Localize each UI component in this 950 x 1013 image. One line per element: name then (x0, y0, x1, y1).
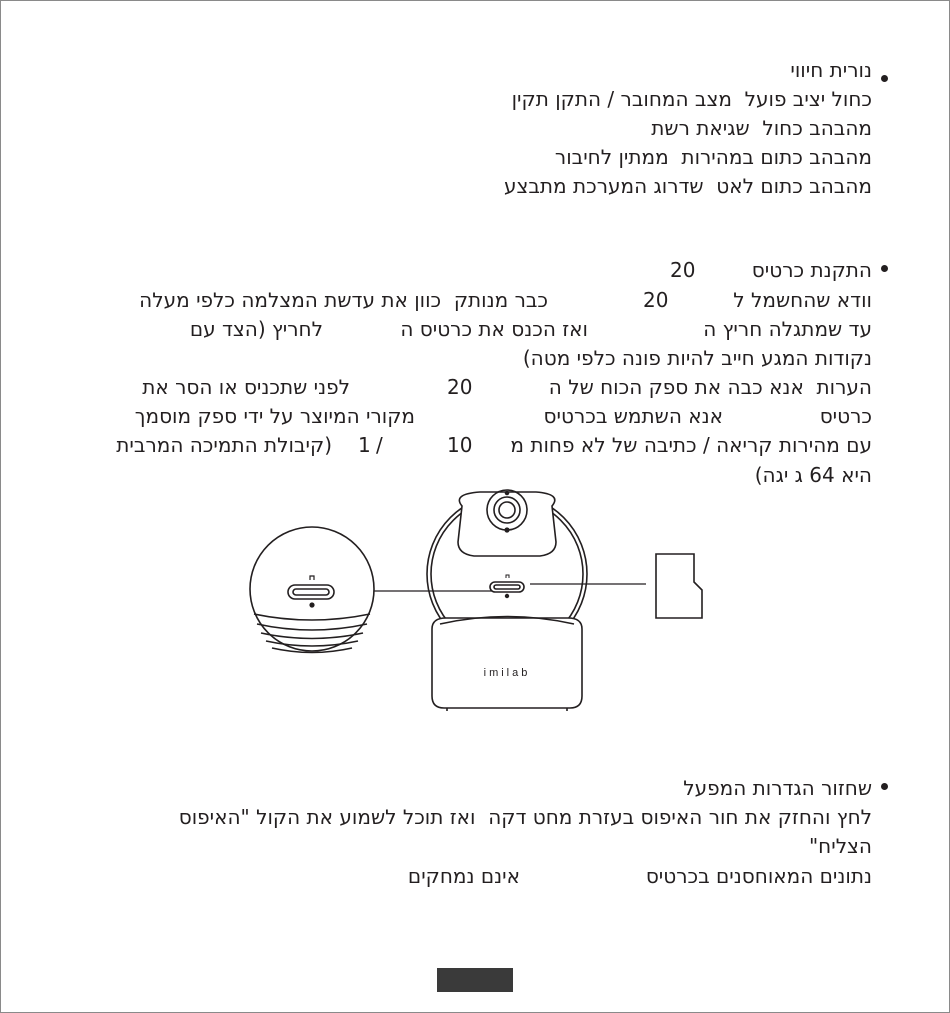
sd-card-icon (656, 554, 702, 618)
bullet-card (881, 265, 888, 272)
card-line-3: נקודות המגע חייב להיות פונה כלפי מטה) (522, 346, 872, 370)
card-line-1b: 20 (643, 288, 669, 312)
card-line-6a: עם מהירות קריאה / כתיבה של לא פחות מ (510, 433, 872, 457)
card-line-7: היא 64 ג יגה) (754, 463, 872, 487)
card-line-1a: וודא שהחשמל ל (733, 288, 872, 312)
card-line-2a: עד שמתגלה חריץ ה (703, 317, 872, 341)
indicator-line-3: מהבהב כתום במהירות ממתין לחיבור (554, 145, 872, 169)
reset-line-2: הצליח" (808, 834, 872, 858)
card-line-4a: הערות אנא כבה את ספק הכוח של ה (548, 375, 872, 399)
camera-base (432, 617, 582, 712)
card-title-num: 20 (670, 258, 696, 282)
page-number-bar (437, 968, 513, 992)
card-line-5c: מקורי המיוצר על ידי ספק מוסמך (134, 404, 415, 428)
indicator-title: נורית חיווי (790, 58, 872, 82)
card-line-5b: אנא השתמש בכרטיס (543, 404, 723, 428)
reset-line-3a: נתונים המאוחסנים בכרטיס (645, 864, 872, 888)
indicator-line-4: מהבהב כתום לאט שדרוג המערכת מתבצע (503, 174, 872, 198)
reset-line-1: לחץ והחזק את חור האיפוס בעזרת מחט דקה ואז תוכל לשמוע את הקול "האיפוס (178, 805, 872, 829)
card-line-6e: (קיבולת התמיכה המרבית (116, 433, 332, 457)
indicator-line-1: כחול יציב פועל מצב המחובר / התקן תקין (511, 87, 872, 111)
card-line-6b: 10 (447, 433, 473, 457)
bullet-indicator (881, 75, 888, 82)
reset-line-3b: אינם נמחקים (407, 864, 520, 888)
zoom-detail-circle (250, 527, 374, 653)
card-line-5a: כרטיס (819, 404, 872, 428)
card-line-2b: ואז הכנס את כרטיס ה (400, 317, 588, 341)
card-title-text: התקנת כרטיס (751, 258, 872, 282)
reset-title: שחזור הגדרות המפעל (683, 776, 872, 800)
card-line-4c: לפני שתכניס או הסר את (142, 375, 350, 399)
bullet-reset (881, 783, 888, 790)
card-line-4b: 20 (447, 375, 473, 399)
card-line-6d: 1 (358, 433, 371, 457)
camera-illustration (240, 484, 720, 714)
card-line-6c: / (376, 433, 383, 457)
card-line-1c: כבר מנותק כוון את עדשת המצלמה כלפי מעלה (139, 288, 548, 312)
indicator-line-2: מהבהב כחול שגיאת רשת (651, 116, 872, 140)
card-line-2c: לחריץ (הצד עם (189, 317, 323, 341)
camera-brand-logo: imilab (483, 667, 531, 679)
